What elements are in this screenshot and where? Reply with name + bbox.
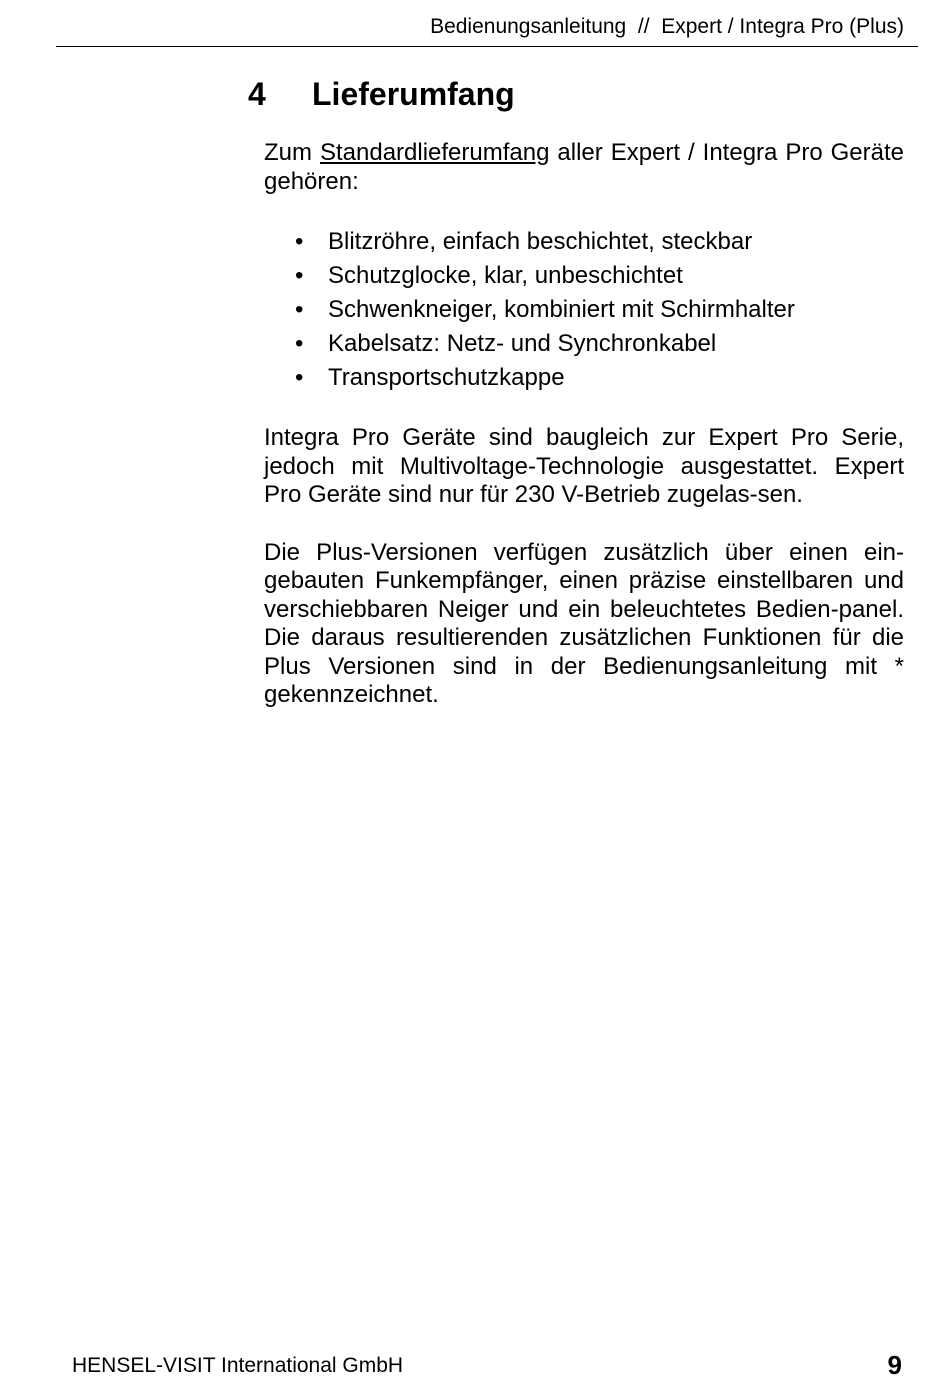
plus-versions-paragraph: Die Plus-Versionen verfügen zusätzlich über einen ein-gebauten Funkempfänger, einen präzise einstellbaren und verschiebbaren Neiger und ein beleuchtetes Bedien-panel. Die daraus resultierenden zusätzlichen Funktionen für die Plus Versionen sind in der Bedienungsanleitung mit * gekennzeichnet. bbox=[264, 538, 904, 708]
integra-paragraph: Integra Pro Geräte sind baugleich zur Expert Pro Serie, jedoch mit Multivoltage-Technologie ausgestattet. Expert Pro Geräte sind nur für 230 V-Betrieb zugelas-sen. bbox=[264, 424, 904, 508]
chapter-title: Lieferumfang bbox=[312, 76, 515, 112]
intro-lead: Zum bbox=[264, 139, 320, 166]
bullet-icon: • bbox=[295, 262, 304, 289]
bullet-icon: • bbox=[295, 228, 304, 255]
page-number: 9 bbox=[887, 1350, 902, 1380]
list-item bbox=[264, 293, 904, 327]
bullet-icon: • bbox=[295, 364, 304, 391]
bullet-icon: • bbox=[295, 296, 304, 323]
list-item bbox=[264, 327, 904, 361]
list-item-text: Blitzröhre, einfach beschichtet, steckbar bbox=[328, 228, 753, 255]
list-item-text: Schwenkneiger, kombiniert mit Schirmhalter bbox=[328, 296, 795, 323]
list-item bbox=[264, 259, 904, 293]
list-item bbox=[264, 361, 904, 395]
body-content bbox=[264, 139, 904, 710]
list-item-text: Schutzglocke, klar, unbeschichtet bbox=[328, 262, 683, 289]
list-item-text: Transportschutzkappe bbox=[328, 364, 565, 391]
delivery-items-list bbox=[264, 225, 904, 395]
intro-tail: aller Expert / Integra Pro Geräte gehören: bbox=[264, 139, 905, 195]
intro-underlined-term: Standardlieferumfang bbox=[319, 139, 550, 166]
running-header bbox=[56, 14, 918, 47]
intro-paragraph bbox=[264, 139, 904, 196]
chapter-heading bbox=[248, 76, 515, 113]
bullet-icon: • bbox=[295, 330, 304, 357]
list-item bbox=[264, 225, 904, 259]
running-header-title: Bedienungsanleitung // Expert / Integra Pro (Plus) bbox=[430, 15, 904, 38]
chapter-number: 4 bbox=[248, 76, 266, 112]
list-item-text: Kabelsatz: Netz- und Synchronkabel bbox=[328, 330, 717, 357]
footer-company: HENSEL-VISIT International GmbH bbox=[72, 1354, 404, 1377]
